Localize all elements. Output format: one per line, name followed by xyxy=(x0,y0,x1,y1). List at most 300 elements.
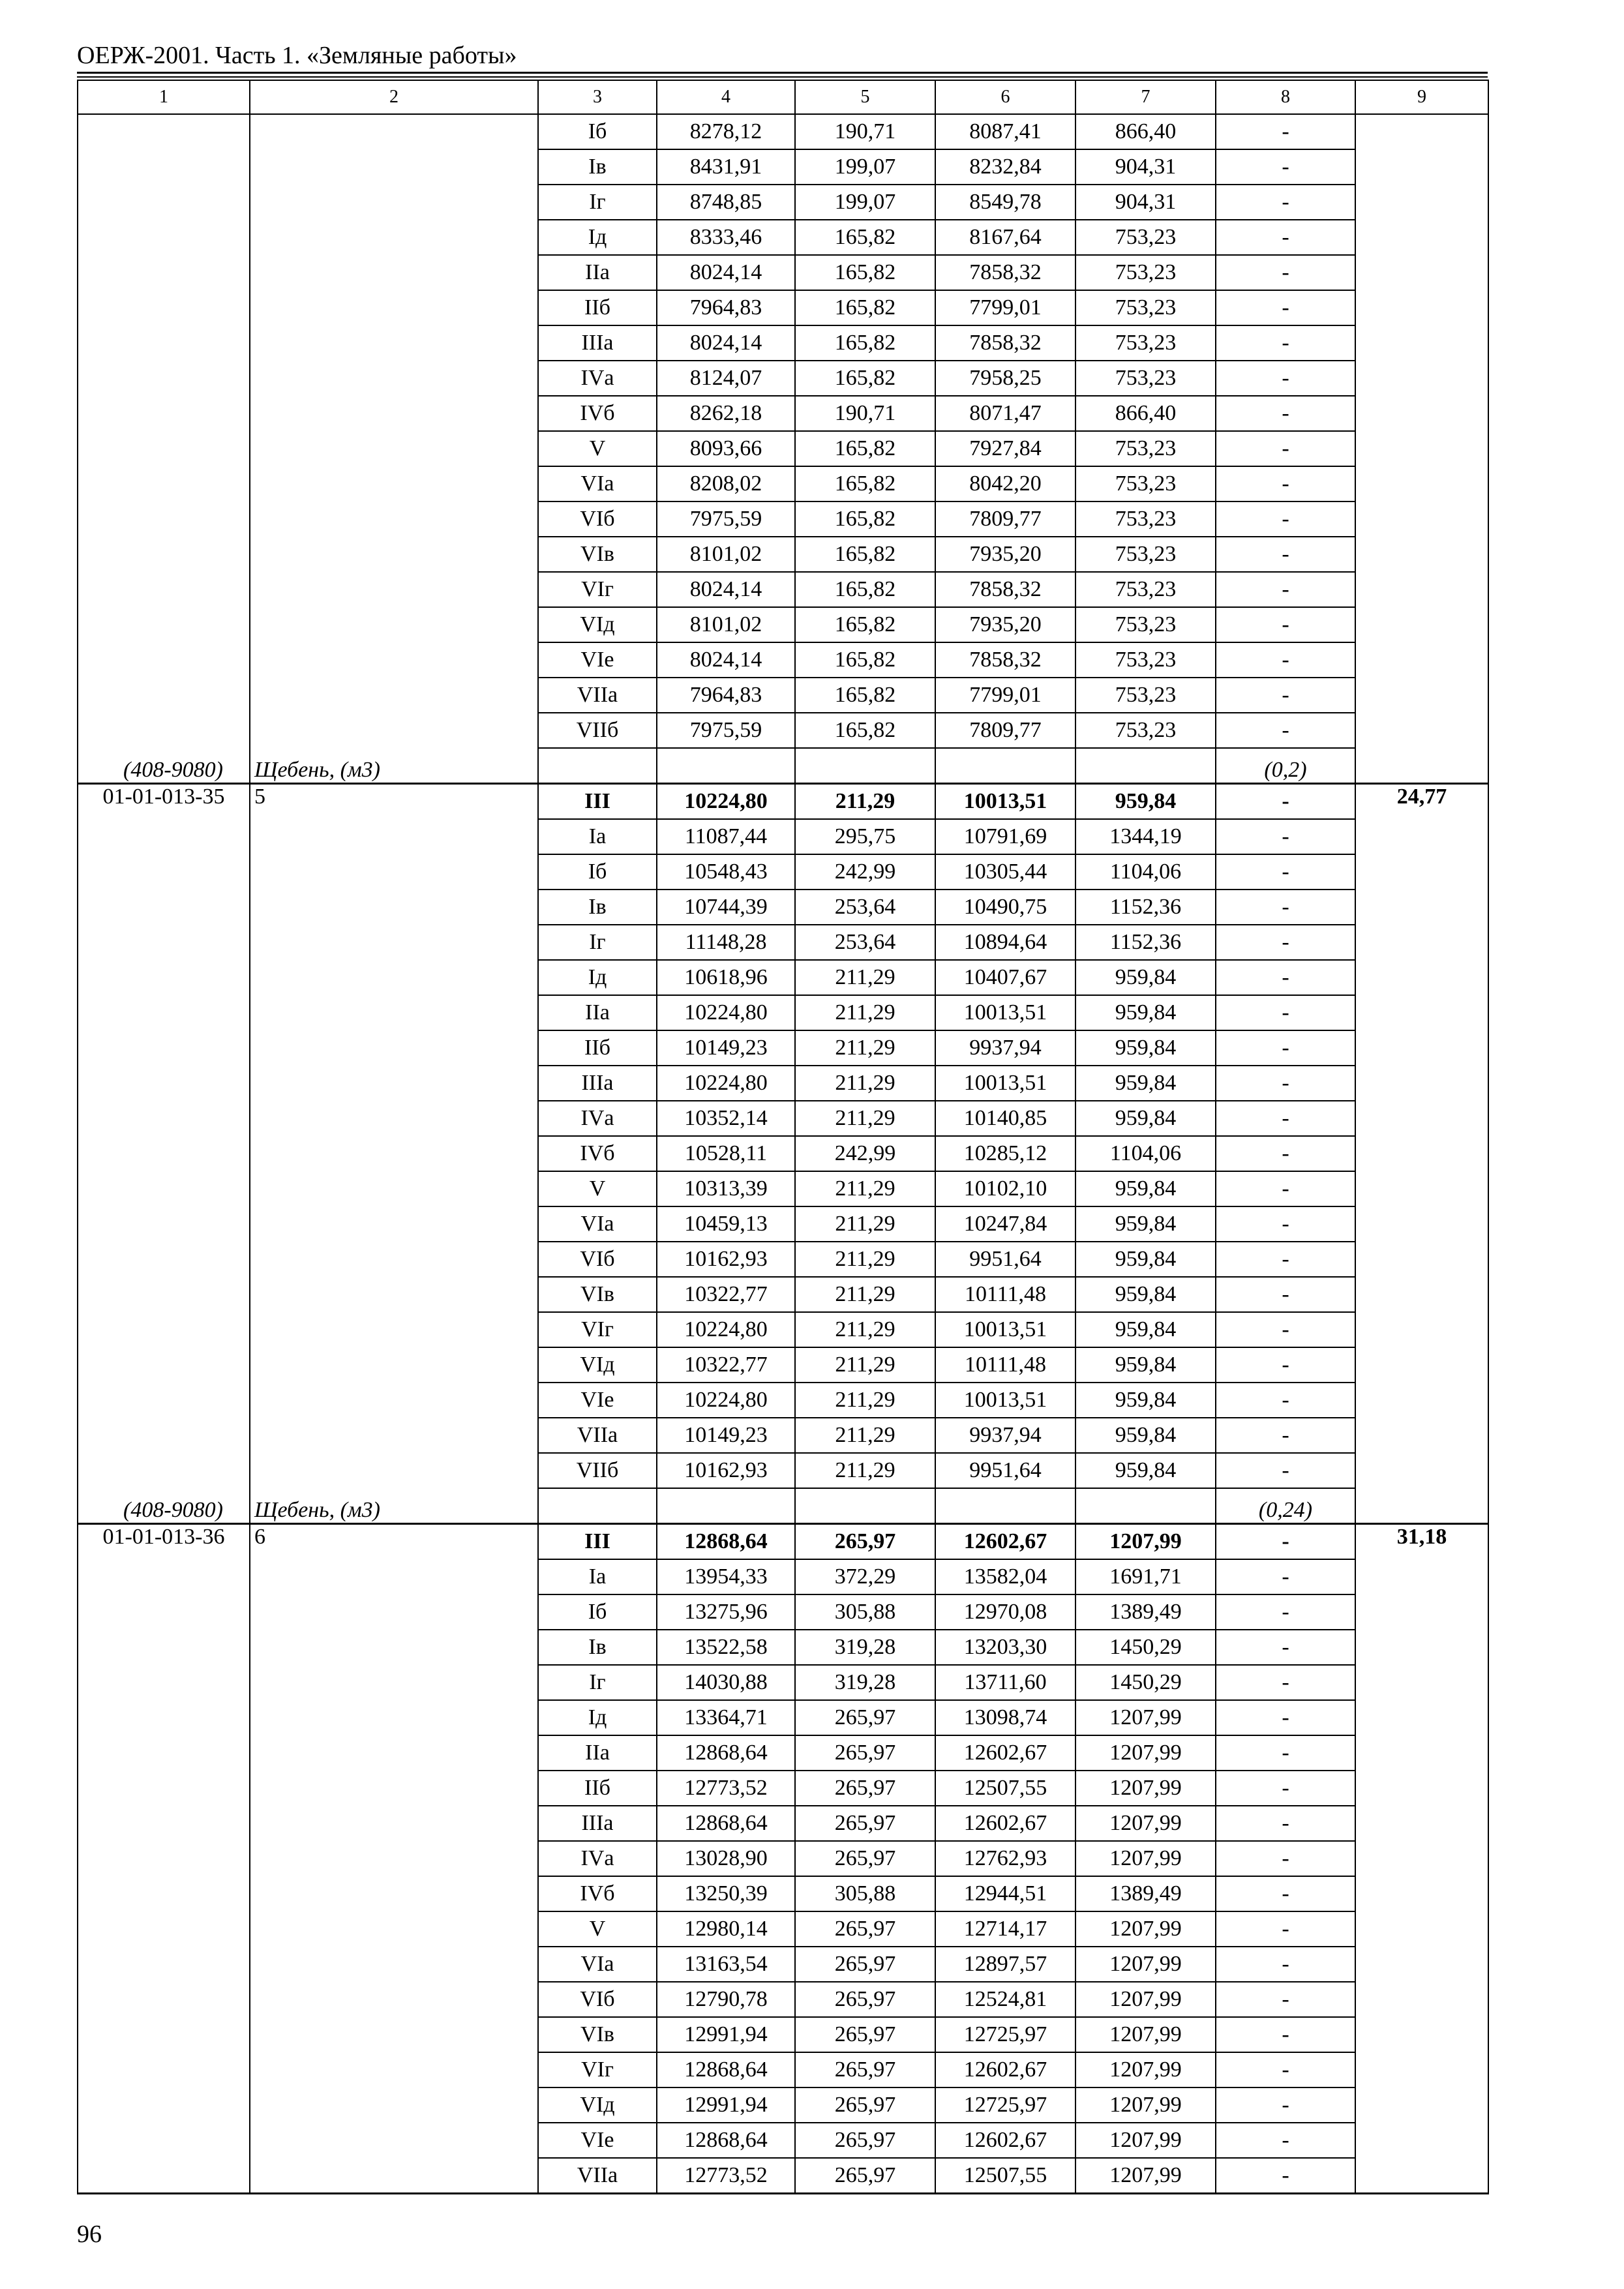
wages-cell: 190,71 xyxy=(795,396,935,431)
labor-cell: 31,18 xyxy=(1355,1524,1488,1560)
machine-cost-cell: 10013,51 xyxy=(935,784,1075,820)
document-header: ОЕРЖ-2001. Часть 1. «Земляные работы» xyxy=(77,42,517,69)
materials-cell: - xyxy=(1216,220,1355,255)
soil-category-cell: IIIа xyxy=(538,1806,657,1841)
table-row xyxy=(78,607,1488,642)
name-cell xyxy=(250,1277,538,1312)
soil-category-cell: IVа xyxy=(538,1841,657,1876)
labor-cell xyxy=(1355,537,1488,572)
machine-cost-cell: 10111,48 xyxy=(935,1347,1075,1383)
name-cell xyxy=(250,1066,538,1101)
table-row xyxy=(78,1206,1488,1242)
code-cell xyxy=(78,1665,250,1700)
total-cost-cell: 10224,80 xyxy=(657,1383,795,1418)
table-row xyxy=(78,1347,1488,1383)
machine-cost-cell: 12897,57 xyxy=(935,1947,1075,1982)
total-cost-cell: 10162,93 xyxy=(657,1453,795,1488)
column-header: 2 xyxy=(250,80,538,114)
machinist-wages-cell: 1207,99 xyxy=(1075,1700,1216,1735)
soil-category-cell: IIIа xyxy=(538,1066,657,1101)
labor-cell xyxy=(1355,255,1488,290)
name-cell xyxy=(250,1030,538,1066)
machinist-wages-cell: 866,40 xyxy=(1075,396,1216,431)
code-cell xyxy=(78,361,250,396)
total-cost-cell: 8101,02 xyxy=(657,607,795,642)
total-cost-cell: 10149,23 xyxy=(657,1418,795,1453)
machinist-wages-cell: 753,23 xyxy=(1075,325,1216,361)
machinist-wages-cell: 959,84 xyxy=(1075,1030,1216,1066)
total-cost-cell: 12868,64 xyxy=(657,1806,795,1841)
name-cell xyxy=(250,678,538,713)
machinist-wages-cell: 1104,06 xyxy=(1075,854,1216,890)
labor-cell xyxy=(1355,1947,1488,1982)
wages-cell: 165,82 xyxy=(795,466,935,501)
machinist-wages-cell: 1207,99 xyxy=(1075,2123,1216,2158)
empty-cell xyxy=(657,748,795,784)
page-number: 96 xyxy=(77,2221,102,2248)
materials-cell: - xyxy=(1216,255,1355,290)
soil-category-cell: VIа xyxy=(538,1206,657,1242)
machinist-wages-cell: 959,84 xyxy=(1075,995,1216,1030)
labor-cell xyxy=(1355,960,1488,995)
soil-category-cell: VIIа xyxy=(538,2158,657,2194)
code-cell xyxy=(78,1806,250,1841)
code-cell xyxy=(78,960,250,995)
total-cost-cell: 10224,80 xyxy=(657,1066,795,1101)
labor-cell xyxy=(1355,1594,1488,1630)
labor-cell xyxy=(1355,1030,1488,1066)
machine-cost-cell: 9937,94 xyxy=(935,1418,1075,1453)
wages-cell: 190,71 xyxy=(795,114,935,149)
name-cell xyxy=(250,1418,538,1453)
machine-cost-cell: 7858,32 xyxy=(935,572,1075,607)
wages-cell: 265,97 xyxy=(795,2017,935,2052)
column-header: 8 xyxy=(1216,80,1355,114)
machinist-wages-cell: 1389,49 xyxy=(1075,1876,1216,1911)
wages-cell: 305,88 xyxy=(795,1876,935,1911)
table-row xyxy=(78,1066,1488,1101)
code-cell xyxy=(78,431,250,466)
wages-cell: 211,29 xyxy=(795,1171,935,1206)
machine-cost-cell: 12725,97 xyxy=(935,2087,1075,2123)
table-row xyxy=(78,1876,1488,1911)
empty-cell xyxy=(538,748,657,784)
labor-cell xyxy=(1355,220,1488,255)
machine-cost-cell: 12970,08 xyxy=(935,1594,1075,1630)
machine-cost-cell: 7935,20 xyxy=(935,607,1075,642)
wages-cell: 319,28 xyxy=(795,1665,935,1700)
labor-cell xyxy=(1355,1735,1488,1771)
table-row xyxy=(78,185,1488,220)
total-cost-cell: 10224,80 xyxy=(657,995,795,1030)
code-cell xyxy=(78,1911,250,1947)
total-cost-cell: 7964,83 xyxy=(657,290,795,325)
table-row xyxy=(78,2087,1488,2123)
empty-cell xyxy=(1355,1488,1488,1524)
machine-cost-cell: 10013,51 xyxy=(935,1383,1075,1418)
machinist-wages-cell: 1207,99 xyxy=(1075,1947,1216,1982)
machine-cost-cell: 7809,77 xyxy=(935,501,1075,537)
machinist-wages-cell: 959,84 xyxy=(1075,1242,1216,1277)
soil-category-cell: IVа xyxy=(538,1101,657,1136)
machinist-wages-cell: 959,84 xyxy=(1075,960,1216,995)
materials-cell: - xyxy=(1216,537,1355,572)
soil-category-cell: V xyxy=(538,431,657,466)
table-row xyxy=(78,1524,1488,1560)
labor-cell xyxy=(1355,1665,1488,1700)
materials-cell: - xyxy=(1216,2087,1355,2123)
machine-cost-cell: 8232,84 xyxy=(935,149,1075,185)
column-header-row xyxy=(78,80,1488,114)
table-row xyxy=(78,1453,1488,1488)
material-quantity: (0,24) xyxy=(1216,1488,1355,1524)
machinist-wages-cell: 904,31 xyxy=(1075,185,1216,220)
machine-cost-cell: 10013,51 xyxy=(935,995,1075,1030)
column-header: 7 xyxy=(1075,80,1216,114)
column-header: 9 xyxy=(1355,80,1488,114)
wages-cell: 319,28 xyxy=(795,1630,935,1665)
name-cell xyxy=(250,1876,538,1911)
soil-category-cell: Iг xyxy=(538,925,657,960)
total-cost-cell: 8431,91 xyxy=(657,149,795,185)
wages-cell: 253,64 xyxy=(795,890,935,925)
empty-cell xyxy=(1075,1488,1216,1524)
labor-cell xyxy=(1355,1383,1488,1418)
labor-cell xyxy=(1355,854,1488,890)
wages-cell: 165,82 xyxy=(795,290,935,325)
table-row xyxy=(78,501,1488,537)
labor-cell xyxy=(1355,1453,1488,1488)
machinist-wages-cell: 753,23 xyxy=(1075,255,1216,290)
code-cell xyxy=(78,114,250,149)
name-cell xyxy=(250,185,538,220)
wages-cell: 211,29 xyxy=(795,1101,935,1136)
machine-cost-cell: 13203,30 xyxy=(935,1630,1075,1665)
wages-cell: 199,07 xyxy=(795,185,935,220)
machinist-wages-cell: 959,84 xyxy=(1075,1347,1216,1383)
name-cell xyxy=(250,431,538,466)
rates-table xyxy=(77,80,1489,2194)
code-cell xyxy=(78,2158,250,2194)
wages-cell: 211,29 xyxy=(795,960,935,995)
wages-cell: 265,97 xyxy=(795,1735,935,1771)
table-row xyxy=(78,1947,1488,1982)
name-cell xyxy=(250,1771,538,1806)
total-cost-cell: 10313,39 xyxy=(657,1171,795,1206)
empty-cell xyxy=(538,1488,657,1524)
wages-cell: 265,97 xyxy=(795,1841,935,1876)
machine-cost-cell: 10791,69 xyxy=(935,819,1075,854)
total-cost-cell: 12773,52 xyxy=(657,1771,795,1806)
material-name: Щебень, (м3) xyxy=(250,1488,538,1524)
machinist-wages-cell: 1450,29 xyxy=(1075,1665,1216,1700)
machinist-wages-cell: 1344,19 xyxy=(1075,819,1216,854)
soil-category-cell: VIIб xyxy=(538,1453,657,1488)
wages-cell: 165,82 xyxy=(795,678,935,713)
labor-cell xyxy=(1355,149,1488,185)
code-cell xyxy=(78,149,250,185)
machinist-wages-cell: 959,84 xyxy=(1075,1206,1216,1242)
name-cell xyxy=(250,2052,538,2087)
total-cost-cell: 7975,59 xyxy=(657,713,795,748)
materials-cell: - xyxy=(1216,1030,1355,1066)
table-row xyxy=(78,1277,1488,1312)
table-row xyxy=(78,890,1488,925)
materials-cell: - xyxy=(1216,1841,1355,1876)
table-row xyxy=(78,1136,1488,1171)
code-cell xyxy=(78,2017,250,2052)
machine-cost-cell: 12714,17 xyxy=(935,1911,1075,1947)
code-cell xyxy=(78,1453,250,1488)
table-row xyxy=(78,220,1488,255)
machine-cost-cell: 10407,67 xyxy=(935,960,1075,995)
table-row xyxy=(78,255,1488,290)
labor-cell xyxy=(1355,1277,1488,1312)
labor-cell xyxy=(1355,1242,1488,1277)
soil-category-cell: VIв xyxy=(538,2017,657,2052)
table-row xyxy=(78,784,1488,820)
soil-category-cell: VIб xyxy=(538,1242,657,1277)
materials-cell: - xyxy=(1216,2158,1355,2194)
total-cost-cell: 7975,59 xyxy=(657,501,795,537)
machine-cost-cell: 9951,64 xyxy=(935,1242,1075,1277)
header-rule-secondary xyxy=(77,76,1488,78)
code-cell xyxy=(78,1101,250,1136)
total-cost-cell: 12868,64 xyxy=(657,1735,795,1771)
materials-cell: - xyxy=(1216,1066,1355,1101)
machinist-wages-cell: 959,84 xyxy=(1075,784,1216,820)
soil-category-cell: Iа xyxy=(538,1559,657,1594)
labor-cell xyxy=(1355,2087,1488,2123)
column-header: 5 xyxy=(795,80,935,114)
soil-category-cell: IIб xyxy=(538,1030,657,1066)
wages-cell: 265,97 xyxy=(795,1524,935,1560)
code-cell xyxy=(78,1771,250,1806)
table-row xyxy=(78,396,1488,431)
name-cell xyxy=(250,1171,538,1206)
wages-cell: 211,29 xyxy=(795,1030,935,1066)
labor-cell xyxy=(1355,396,1488,431)
code-cell xyxy=(78,2052,250,2087)
wages-cell: 211,29 xyxy=(795,1277,935,1312)
total-cost-cell: 12790,78 xyxy=(657,1982,795,2017)
code-cell xyxy=(78,1277,250,1312)
labor-cell xyxy=(1355,114,1488,149)
code-cell xyxy=(78,2087,250,2123)
table-row xyxy=(78,1735,1488,1771)
wages-cell: 199,07 xyxy=(795,149,935,185)
total-cost-cell: 8024,14 xyxy=(657,572,795,607)
machine-cost-cell: 7809,77 xyxy=(935,713,1075,748)
materials-cell: - xyxy=(1216,501,1355,537)
material-code: (408-9080) xyxy=(78,748,250,784)
machinist-wages-cell: 959,84 xyxy=(1075,1418,1216,1453)
total-cost-cell: 13954,33 xyxy=(657,1559,795,1594)
code-cell xyxy=(78,890,250,925)
table-row xyxy=(78,1982,1488,2017)
name-cell xyxy=(250,607,538,642)
materials-cell: - xyxy=(1216,290,1355,325)
soil-category-cell: VIа xyxy=(538,1947,657,1982)
table-row xyxy=(78,1312,1488,1347)
materials-cell: - xyxy=(1216,466,1355,501)
labor-cell xyxy=(1355,1841,1488,1876)
code-cell xyxy=(78,713,250,748)
wages-cell: 165,82 xyxy=(795,537,935,572)
machine-cost-cell: 12507,55 xyxy=(935,2158,1075,2194)
wages-cell: 165,82 xyxy=(795,713,935,748)
soil-category-cell: Iд xyxy=(538,220,657,255)
column-header: 6 xyxy=(935,80,1075,114)
code-cell xyxy=(78,1418,250,1453)
materials-cell: - xyxy=(1216,114,1355,149)
code-cell xyxy=(78,1383,250,1418)
wages-cell: 211,29 xyxy=(795,784,935,820)
machinist-wages-cell: 1152,36 xyxy=(1075,925,1216,960)
total-cost-cell: 8024,14 xyxy=(657,642,795,678)
material-code: (408-9080) xyxy=(78,1488,250,1524)
machine-cost-cell: 10305,44 xyxy=(935,854,1075,890)
machine-cost-cell: 7799,01 xyxy=(935,290,1075,325)
table-row xyxy=(78,572,1488,607)
total-cost-cell: 10162,93 xyxy=(657,1242,795,1277)
name-cell xyxy=(250,255,538,290)
machine-cost-cell: 12602,67 xyxy=(935,1806,1075,1841)
code-cell xyxy=(78,1312,250,1347)
materials-cell: - xyxy=(1216,854,1355,890)
wages-cell: 265,97 xyxy=(795,1700,935,1735)
soil-category-cell: VIг xyxy=(538,2052,657,2087)
materials-cell: - xyxy=(1216,1771,1355,1806)
name-cell xyxy=(250,1841,538,1876)
machinist-wages-cell: 1389,49 xyxy=(1075,1594,1216,1630)
machinist-wages-cell: 1104,06 xyxy=(1075,1136,1216,1171)
materials-cell: - xyxy=(1216,325,1355,361)
materials-cell: - xyxy=(1216,713,1355,748)
name-cell xyxy=(250,2158,538,2194)
materials-cell: - xyxy=(1216,1453,1355,1488)
machinist-wages-cell: 1207,99 xyxy=(1075,1771,1216,1806)
soil-category-cell: IIа xyxy=(538,255,657,290)
name-cell xyxy=(250,1312,538,1347)
material-quantity: (0,2) xyxy=(1216,748,1355,784)
code-cell xyxy=(78,501,250,537)
machine-cost-cell: 8549,78 xyxy=(935,185,1075,220)
name-cell xyxy=(250,1206,538,1242)
code-cell xyxy=(78,642,250,678)
wages-cell: 211,29 xyxy=(795,1453,935,1488)
wages-cell: 165,82 xyxy=(795,325,935,361)
wages-cell: 165,82 xyxy=(795,607,935,642)
table-row xyxy=(78,1700,1488,1735)
wages-cell: 211,29 xyxy=(795,1312,935,1347)
name-cell xyxy=(250,1242,538,1277)
table-row xyxy=(78,290,1488,325)
wages-cell: 165,82 xyxy=(795,431,935,466)
name-cell xyxy=(250,537,538,572)
labor-cell xyxy=(1355,995,1488,1030)
materials-cell: - xyxy=(1216,2052,1355,2087)
wages-cell: 265,97 xyxy=(795,1982,935,2017)
code-cell xyxy=(78,1630,250,1665)
table-row xyxy=(78,1594,1488,1630)
machine-cost-cell: 10490,75 xyxy=(935,890,1075,925)
total-cost-cell: 10528,11 xyxy=(657,1136,795,1171)
soil-category-cell: IIа xyxy=(538,1735,657,1771)
code-cell xyxy=(78,1030,250,1066)
materials-cell: - xyxy=(1216,607,1355,642)
code-cell xyxy=(78,1735,250,1771)
machinist-wages-cell: 1207,99 xyxy=(1075,1806,1216,1841)
wages-cell: 295,75 xyxy=(795,819,935,854)
wages-cell: 165,82 xyxy=(795,361,935,396)
table-row xyxy=(78,2052,1488,2087)
soil-category-cell: IVб xyxy=(538,1136,657,1171)
machinist-wages-cell: 1450,29 xyxy=(1075,1630,1216,1665)
labor-cell xyxy=(1355,431,1488,466)
wages-cell: 265,97 xyxy=(795,2123,935,2158)
machine-cost-cell: 7858,32 xyxy=(935,642,1075,678)
machinist-wages-cell: 1207,99 xyxy=(1075,2017,1216,2052)
table-row xyxy=(78,2123,1488,2158)
soil-category-cell: VIIб xyxy=(538,713,657,748)
name-cell xyxy=(250,1559,538,1594)
machinist-wages-cell: 904,31 xyxy=(1075,149,1216,185)
soil-category-cell: IIа xyxy=(538,995,657,1030)
soil-category-cell: VIIа xyxy=(538,678,657,713)
machine-cost-cell: 12725,97 xyxy=(935,2017,1075,2052)
wages-cell: 211,29 xyxy=(795,1347,935,1383)
machine-cost-cell: 10111,48 xyxy=(935,1277,1075,1312)
total-cost-cell: 12991,94 xyxy=(657,2087,795,2123)
table-row xyxy=(78,1771,1488,1806)
machine-cost-cell: 7858,32 xyxy=(935,255,1075,290)
name-cell xyxy=(250,1136,538,1171)
code-cell xyxy=(78,1136,250,1171)
materials-cell: - xyxy=(1216,1911,1355,1947)
table-row xyxy=(78,1559,1488,1594)
labor-cell xyxy=(1355,1911,1488,1947)
code-cell xyxy=(78,1700,250,1735)
soil-category-cell: Iв xyxy=(538,890,657,925)
soil-category-cell: Iд xyxy=(538,1700,657,1735)
machinist-wages-cell: 753,23 xyxy=(1075,713,1216,748)
machine-cost-cell: 12524,81 xyxy=(935,1982,1075,2017)
name-cell xyxy=(250,1700,538,1735)
labor-cell xyxy=(1355,1559,1488,1594)
labor-cell xyxy=(1355,2123,1488,2158)
materials-cell: - xyxy=(1216,1418,1355,1453)
machinist-wages-cell: 1207,99 xyxy=(1075,1524,1216,1560)
empty-cell xyxy=(935,1488,1075,1524)
machinist-wages-cell: 753,23 xyxy=(1075,431,1216,466)
name-cell xyxy=(250,1911,538,1947)
code-cell xyxy=(78,1242,250,1277)
soil-category-cell: Iд xyxy=(538,960,657,995)
name-cell xyxy=(250,396,538,431)
code-cell xyxy=(78,995,250,1030)
labor-cell xyxy=(1355,1101,1488,1136)
total-cost-cell: 13522,58 xyxy=(657,1630,795,1665)
table-row xyxy=(78,1911,1488,1947)
name-cell xyxy=(250,1594,538,1630)
soil-category-cell: Iб xyxy=(538,1594,657,1630)
table-row xyxy=(78,1171,1488,1206)
total-cost-cell: 12868,64 xyxy=(657,1524,795,1560)
code-cell xyxy=(78,396,250,431)
wages-cell: 211,29 xyxy=(795,995,935,1030)
materials-cell: - xyxy=(1216,890,1355,925)
